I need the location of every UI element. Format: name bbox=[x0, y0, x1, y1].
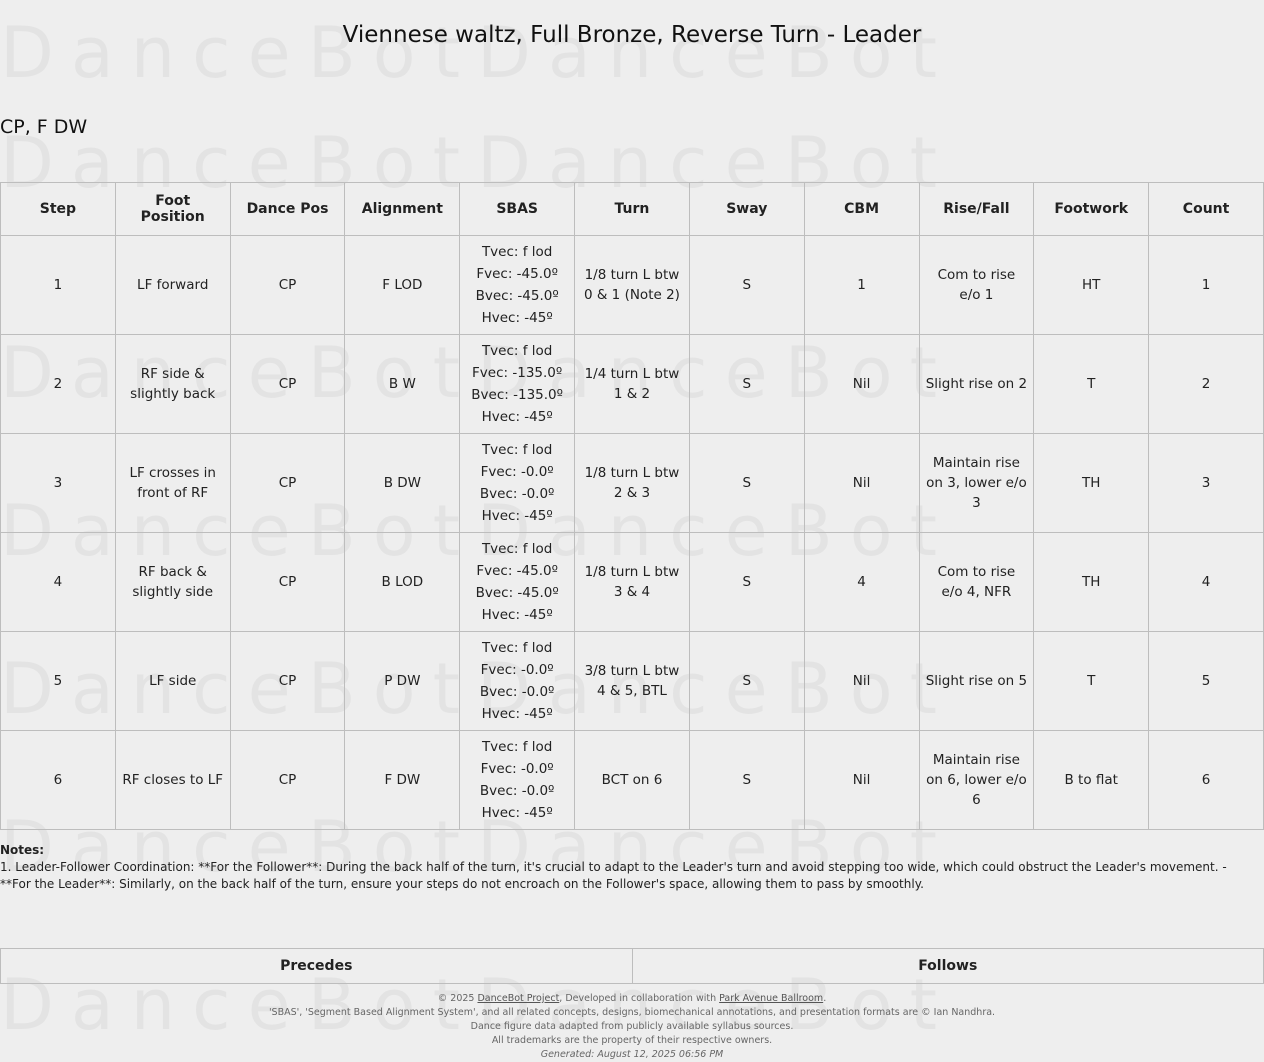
cell-foot-position: RF side & slightly back bbox=[115, 335, 230, 434]
sbas-tvec: Tvec: f lod bbox=[481, 739, 553, 755]
cell-step: 5 bbox=[1, 632, 116, 731]
sbas-bvec: Bvec: -0.0º bbox=[479, 684, 555, 700]
cell-count: 6 bbox=[1149, 731, 1264, 830]
cell-dance-pos: CP bbox=[230, 335, 345, 434]
sbas-tvec: Tvec: f lod bbox=[481, 541, 553, 557]
cell-footwork: HT bbox=[1034, 236, 1149, 335]
table-row bbox=[1, 632, 1264, 731]
cell-alignment: B LOD bbox=[345, 533, 460, 632]
cell-step: 3 bbox=[1, 434, 116, 533]
cell-turn: 1/8 turn L btw 3 & 4 bbox=[575, 533, 690, 632]
cell-turn: 1/8 turn L btw 2 & 3 bbox=[575, 434, 690, 533]
cell-footwork: T bbox=[1034, 335, 1149, 434]
sbas-bvec: Bvec: -45.0º bbox=[475, 288, 559, 304]
footer-data-source: Dance figure data adapted from publicly available syllabus sources. bbox=[470, 1021, 794, 1032]
footer-generated: Generated: August 12, 2025 06:56 PM bbox=[540, 1049, 724, 1060]
col-header-turn: Turn bbox=[575, 183, 690, 236]
cell-cbm: Nil bbox=[804, 632, 919, 731]
sbas-hvec: Hvec: -45º bbox=[481, 706, 553, 722]
cell-rise-fall: Slight rise on 2 bbox=[919, 335, 1034, 434]
cell-sbas bbox=[460, 533, 575, 632]
cell-rise-fall: Com to rise e/o 1 bbox=[919, 236, 1034, 335]
cell-turn: 1/8 turn L btw 0 & 1 (Note 2) bbox=[575, 236, 690, 335]
cell-sway: S bbox=[689, 335, 804, 434]
cell-foot-position: LF crosses in front of RF bbox=[115, 434, 230, 533]
sbas-hvec: Hvec: -45º bbox=[481, 409, 553, 425]
cell-footwork: B to flat bbox=[1034, 731, 1149, 830]
cell-cbm: 4 bbox=[804, 533, 919, 632]
col-header-sbas: SBAS bbox=[460, 183, 575, 236]
sbas-tvec: Tvec: f lod bbox=[481, 640, 553, 656]
collab-end: . bbox=[823, 993, 827, 1004]
collab-text: , Developed in collaboration with bbox=[559, 993, 720, 1004]
cell-footwork: TH bbox=[1034, 434, 1149, 533]
footer-copyright bbox=[0, 992, 1264, 1006]
col-header-foot-position: Foot Position bbox=[115, 183, 230, 236]
col-header-rise-fall: Rise/Fall bbox=[919, 183, 1034, 236]
sbas-hvec: Hvec: -45º bbox=[481, 310, 553, 326]
page-title: Viennese waltz, Full Bronze, Reverse Turn - Leader bbox=[342, 22, 922, 48]
footer-trademarks: All trademarks are the property of their respective owners. bbox=[491, 1035, 773, 1046]
cell-foot-position: RF closes to LF bbox=[115, 731, 230, 830]
sbas-bvec: Bvec: -45.0º bbox=[475, 585, 559, 601]
sbas-fvec: Fvec: -45.0º bbox=[476, 266, 558, 282]
sbas-hvec: Hvec: -45º bbox=[481, 508, 553, 524]
cell-sway: S bbox=[689, 731, 804, 830]
cell-sbas bbox=[460, 335, 575, 434]
footer bbox=[0, 992, 1264, 1062]
cell-foot-position: LF forward bbox=[115, 236, 230, 335]
col-header-footwork: Footwork bbox=[1034, 183, 1149, 236]
cell-rise-fall: Maintain rise on 6, lower e/o 6 bbox=[919, 731, 1034, 830]
cell-rise-fall: Slight rise on 5 bbox=[919, 632, 1034, 731]
sbas-fvec: Fvec: -0.0º bbox=[480, 761, 554, 777]
cell-dance-pos: CP bbox=[230, 632, 345, 731]
cell-rise-fall: Maintain rise on 3, lower e/o 3 bbox=[919, 434, 1034, 533]
sbas-bvec: Bvec: -0.0º bbox=[479, 486, 555, 502]
sbas-fvec: Fvec: -0.0º bbox=[480, 662, 554, 678]
notes-label: Notes: bbox=[0, 843, 45, 857]
cell-sbas bbox=[460, 632, 575, 731]
col-header-step: Step bbox=[1, 183, 116, 236]
table-row bbox=[1, 731, 1264, 830]
footer-sbas-notice: 'SBAS', 'Segment Based Alignment System', and all related concepts, designs, biomechanical annotations, and presentation formats are © Ian Nandhra. bbox=[268, 1007, 996, 1018]
dancebot-project-link[interactable]: DanceBot Project bbox=[477, 993, 560, 1004]
cell-step: 2 bbox=[1, 335, 116, 434]
sbas-fvec: Fvec: -135.0º bbox=[472, 365, 563, 381]
cell-sway: S bbox=[689, 533, 804, 632]
figure-navigation bbox=[0, 948, 1264, 984]
cell-sway: S bbox=[689, 434, 804, 533]
cell-step: 6 bbox=[1, 731, 116, 830]
sbas-bvec: Bvec: -0.0º bbox=[479, 783, 555, 799]
cell-rise-fall: Com to rise e/o 4, NFR bbox=[919, 533, 1034, 632]
col-header-cbm: CBM bbox=[804, 183, 919, 236]
sbas-fvec: Fvec: -0.0º bbox=[480, 464, 554, 480]
cell-alignment: F LOD bbox=[345, 236, 460, 335]
cell-cbm: Nil bbox=[804, 434, 919, 533]
cell-dance-pos: CP bbox=[230, 236, 345, 335]
col-header-sway: Sway bbox=[689, 183, 804, 236]
table-row bbox=[1, 533, 1264, 632]
cell-dance-pos: CP bbox=[230, 533, 345, 632]
cell-cbm: Nil bbox=[804, 335, 919, 434]
follows-header: Follows bbox=[632, 949, 1264, 984]
col-header-dance-pos: Dance Pos bbox=[230, 183, 345, 236]
sbas-fvec: Fvec: -45.0º bbox=[476, 563, 558, 579]
precedes-header: Precedes bbox=[1, 949, 633, 984]
sbas-tvec: Tvec: f lod bbox=[481, 244, 553, 260]
cell-footwork: TH bbox=[1034, 533, 1149, 632]
copyright-prefix: © 2025 bbox=[437, 993, 478, 1004]
cell-sbas bbox=[460, 731, 575, 830]
cell-cbm: Nil bbox=[804, 731, 919, 830]
cell-dance-pos: CP bbox=[230, 434, 345, 533]
cell-turn: 1/4 turn L btw 1 & 2 bbox=[575, 335, 690, 434]
park-avenue-ballroom-link[interactable]: Park Avenue Ballroom bbox=[719, 993, 824, 1004]
sbas-bvec: Bvec: -135.0º bbox=[471, 387, 563, 403]
cell-step: 4 bbox=[1, 533, 116, 632]
cell-alignment: F DW bbox=[345, 731, 460, 830]
sbas-tvec: Tvec: f lod bbox=[481, 442, 553, 458]
sbas-tvec: Tvec: f lod bbox=[481, 343, 553, 359]
cell-footwork: T bbox=[1034, 632, 1149, 731]
cell-sway: S bbox=[689, 236, 804, 335]
cell-count: 2 bbox=[1149, 335, 1264, 434]
cell-count: 4 bbox=[1149, 533, 1264, 632]
position-subtitle: CP, F DW bbox=[0, 116, 88, 138]
cell-sbas bbox=[460, 434, 575, 533]
cell-turn: 3/8 turn L btw 4 & 5, BTL bbox=[575, 632, 690, 731]
header-row bbox=[1, 183, 1264, 236]
cell-turn: BCT on 6 bbox=[575, 731, 690, 830]
cell-dance-pos: CP bbox=[230, 731, 345, 830]
cell-alignment: B W bbox=[345, 335, 460, 434]
table-row bbox=[1, 236, 1264, 335]
notes-section bbox=[0, 842, 1250, 893]
note-item: 1. Leader-Follower Coordination: **For the Follower**: During the back half of the turn, it's crucial to adapt to the Leader's turn and avoid stepping too wide, which could obstruct the Leader's movement. - **For the Leader**: Similarly, on the back half of the turn, ensure your steps do not encroach on the Follower's space, allowing them to pass by smoothly. bbox=[0, 860, 1227, 891]
table-row bbox=[1, 335, 1264, 434]
cell-count: 5 bbox=[1149, 632, 1264, 731]
sbas-hvec: Hvec: -45º bbox=[481, 607, 553, 623]
cell-alignment: B DW bbox=[345, 434, 460, 533]
col-header-count: Count bbox=[1149, 183, 1264, 236]
cell-foot-position: RF back & slightly side bbox=[115, 533, 230, 632]
steps-table bbox=[0, 182, 1264, 830]
cell-step: 1 bbox=[1, 236, 116, 335]
cell-count: 1 bbox=[1149, 236, 1264, 335]
cell-count: 3 bbox=[1149, 434, 1264, 533]
cell-foot-position: LF side bbox=[115, 632, 230, 731]
cell-alignment: P DW bbox=[345, 632, 460, 731]
col-header-alignment: Alignment bbox=[345, 183, 460, 236]
cell-sway: S bbox=[689, 632, 804, 731]
steps-body bbox=[1, 236, 1264, 830]
cell-sbas bbox=[460, 236, 575, 335]
table-row bbox=[1, 434, 1264, 533]
sbas-hvec: Hvec: -45º bbox=[481, 805, 553, 821]
cell-cbm: 1 bbox=[804, 236, 919, 335]
